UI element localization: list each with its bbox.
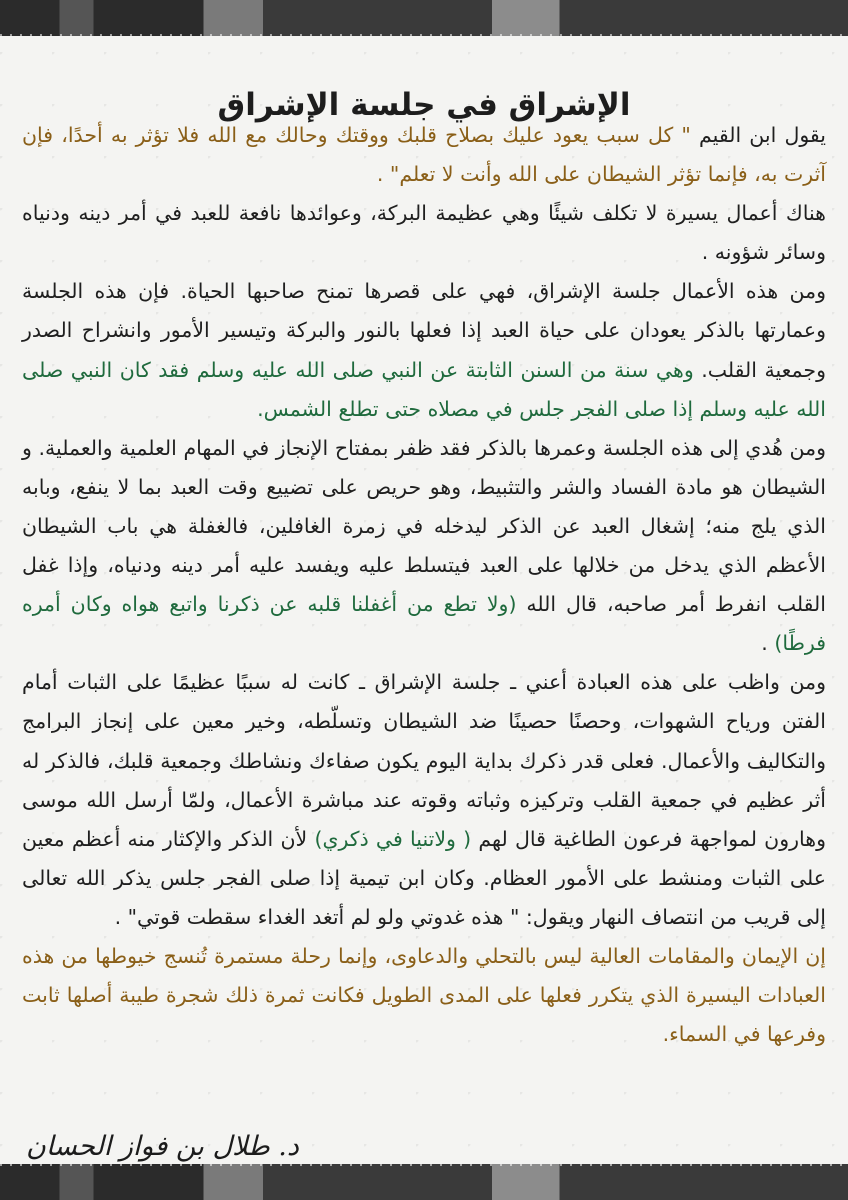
body-text: يقول ابن القيم — [690, 123, 826, 147]
paragraph — [22, 116, 826, 194]
body-text: هناك أعمال يسيرة لا تكلف شيئًا وهي عظيمة البركة، وعوائدها نافعة للعبد في أمر دينه ودنياه وسائر شؤونه . — [22, 201, 826, 265]
paragraph — [22, 937, 826, 1054]
body-text: لأن الذكر والإكثار منه أعظم معين على الثبات ومنشط على الأمور العظام. وكان ابن تيمية إذا صلى الفجر جلس يذكر الله تعالى إلى قريب من انتصاف النهار ويقول: " هذه غدوتي ولو لم أتغد الغداء سقطت قوتي" . — [22, 826, 826, 929]
body-text: ومن هُدي إلى هذه الجلسة وعمرها بالذكر فقد ظفر بمفتاح الإنجاز في المهام العلمية والعملية. و الشيطان هو مادة الفساد والشر والتثبيط، وهو حريص على تضييع وقت العبد بما لا ينفع، وبابه الذي يلج منه؛ إشغال العبد عن الذكر ليدخله في زمرة الغافلين، فالغفلة هي باب الشيطان الأعظم الذي يدخل من خلالها على العبد فيتسلط عليه ويفسد عليه أمر دينه ودنياه، وإذا غفل القلب انفرط أمر صاحبه، قال الله — [22, 435, 826, 617]
quote-text: " كل سبب يعود عليك بصلاح قلبك ووقتك وحالك مع الله فلا تؤثر به أحدًا، فإن آثرت به، فإنما تؤثر الشيطان على الله وأنت لا تعلم" . — [22, 123, 826, 187]
highlighted-text: ( ولاتنيا في ذكري) — [314, 826, 472, 851]
paragraph — [22, 194, 826, 272]
body-text: ومن واظب على هذه العبادة أعني ـ جلسة الإشراق ـ كانت له سببًا عظيمًا على الثبات أمام الفتن ورياح الشهوات، وحصنًا حصينًا ضد الشيطان وتسلّطه، وخير معين على إنجاز البرامج والتكاليف والأعمال. فعلى قدر ذكرك بداية اليوم يكون صفاءك ونشاطك وجمعية قلبك، فالذكر له أثر عظيم في جمعية القلب وتركيزه وثباته وقوته عند مباشرة الأعمال، ولمّا أرسل الله موسى وهارون لمواجهة فرعون الطاغية قال لهم — [22, 670, 826, 851]
author-signature: د. طلال بن فواز الحسان — [26, 1131, 299, 1162]
top-decorative-band — [0, 0, 848, 36]
paragraph — [22, 663, 826, 937]
highlighted-text: وهي سنة من السنن الثابتة عن النبي صلى الله عليه وسلم فقد كان النبي صلى الله عليه وسلم إذا صلى الفجر جلس في مصلاه حتى تطلع الشمس. — [22, 357, 826, 421]
page-title: الإشراق في جلسة الإشراق — [217, 86, 631, 123]
body-text: . — [761, 631, 775, 656]
paragraph — [22, 429, 826, 664]
quote-text: إن الإيمان والمقامات العالية ليس بالتحلي والدعاوى، وإنما رحلة مستمرة تُنسج خيوطها من هذه العبادات اليسيرة الذي يتكرر فعلها على المدى الطويل فكانت ثمرة ذلك شجرة طيبة أصلها ثابت وفرعها في السماء. — [22, 943, 826, 1047]
article-body — [22, 116, 826, 1054]
paragraph — [22, 272, 826, 428]
bottom-decorative-band — [0, 1164, 848, 1200]
body-text: ومن هذه الأعمال جلسة الإشراق، فهي على قصرها تمنح صاحبها الحياة. فإن هذه الجلسة وعمارتها بالذكر يعودان على حياة العبد إذا فعلها بالنور والبركة وتيسير الأمور وانشراح الصدر وجمعية القلب. — [22, 279, 826, 382]
highlighted-text: (ولا تطع من أغفلنا قلبه عن ذكرنا واتبع هواه وكان أمره فرطًا) — [22, 592, 826, 656]
